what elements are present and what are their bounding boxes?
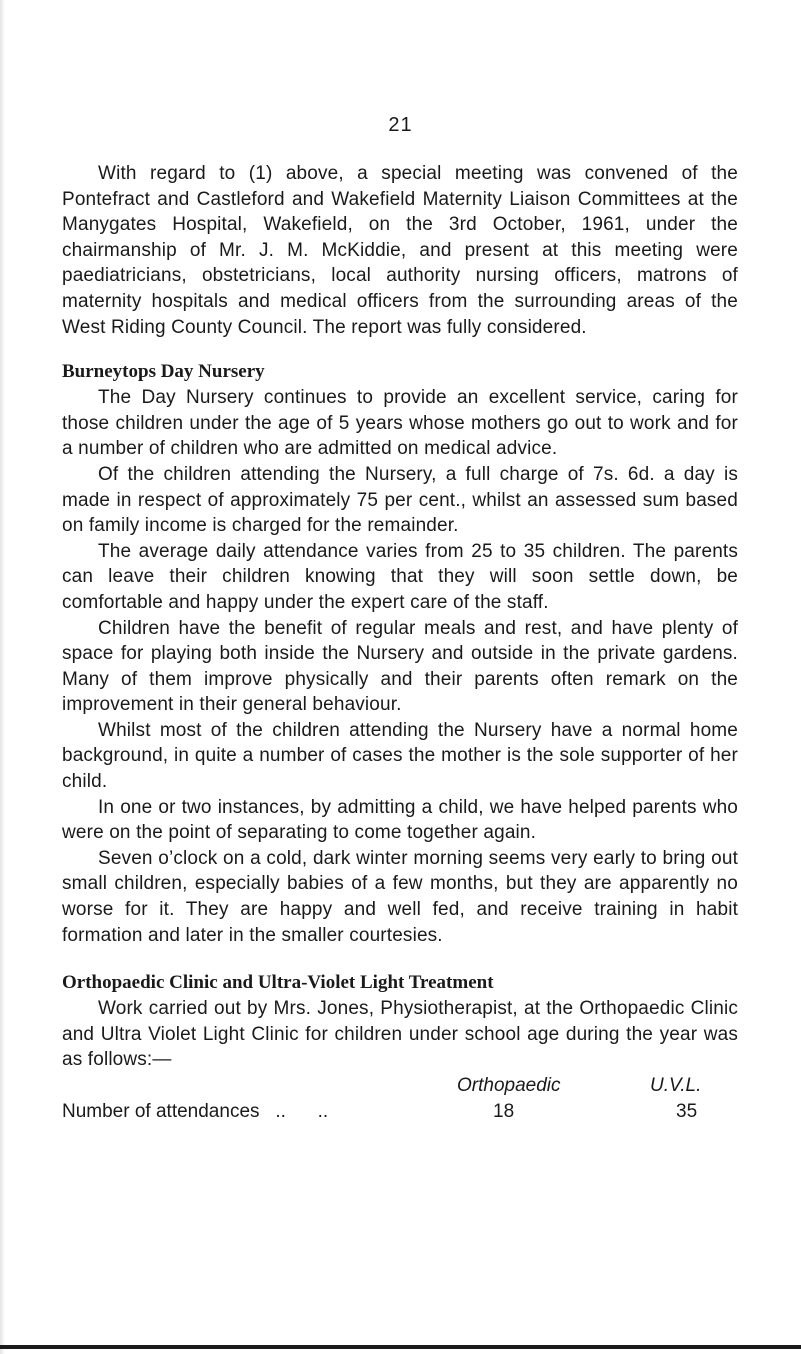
table-header-orthopaedic: Orthopaedic (457, 1075, 561, 1096)
nursery-paragraph: Seven o’clock on a cold, dark winter morning seems very early to bring out small children, especially babies of a few months, but they are apparently no worse for it. They are happy and well fed, and receive training in habit formation and later in the smaller courtesies. (62, 847, 738, 946)
nursery-paragraph: Whilst most of the children attending the Nursery have a normal home background, in quite a number of cases the mother is the sole supporter of her child. (62, 719, 738, 793)
nursery-paragraph: Of the children attending the Nursery, a full charge of 7s. 6d. a day is made in respect of approximately 75 per cent., whilst an assessed sum based on family income is charged for the remainder. (62, 463, 738, 537)
table-value-uvl: 35 (676, 1101, 698, 1122)
table-header-uvl: U.V.L. (650, 1075, 702, 1096)
page-edge-shadow (0, 0, 5, 1354)
table-value-orthopaedic: 18 (493, 1101, 515, 1122)
nursery-paragraph: In one or two instances, by admitting a child, we have helped parents who were on the point of separating to come together again. (62, 796, 738, 844)
attendance-table (62, 1073, 738, 1125)
nursery-paragraph: The average daily attendance varies from 25 to 35 children. The parents can leave their children knowing that they will soon settle down, be comfortable and happy under the expert care of the staff. (62, 540, 738, 613)
orthopaedic-heading: Orthopaedic Clinic and Ultra-Violet Light Treatment (62, 972, 494, 994)
bottom-rule (0, 1345, 801, 1349)
table-row-label: Number of attendances .. .. (62, 1101, 329, 1122)
nursery-heading: Burneytops Day Nursery (62, 361, 265, 383)
intro-paragraph: With regard to (1) above, a special meeting was convened of the Pontefract and Castleford and Wakefield Maternity Liaison Committees at the Manygates Hospital, Wakefield, on the 3rd October, 1961, under the chairmanship of Mr. J. M. McKiddie, and present at this meeting were paediatricians, obstetricians, local authority nursing officers, matrons of maternity hospitals and medical officers from the surrounding areas of the West Riding County Council. The report was fully considered. (62, 163, 738, 338)
page-number: 21 (388, 114, 413, 136)
nursery-paragraph: The Day Nursery continues to provide an excellent service, caring for those children under the age of 5 years whose mothers go out to work and for a number of children who are admitted on medical advice. (62, 387, 738, 460)
nursery-paragraph: Children have the benefit of regular meals and rest, and have plenty of space for playing both inside the Nursery and outside in the private gardens. Many of them improve physically and their parents often remark on the improvement in their general behaviour. (62, 617, 738, 716)
document-body (62, 161, 738, 1125)
orthopaedic-paragraph: Work carried out by Mrs. Jones, Physiotherapist, at the Orthopaedic Clinic and Ultra Violet Light Clinic for children under school age during the year was as follows:— (62, 998, 738, 1071)
